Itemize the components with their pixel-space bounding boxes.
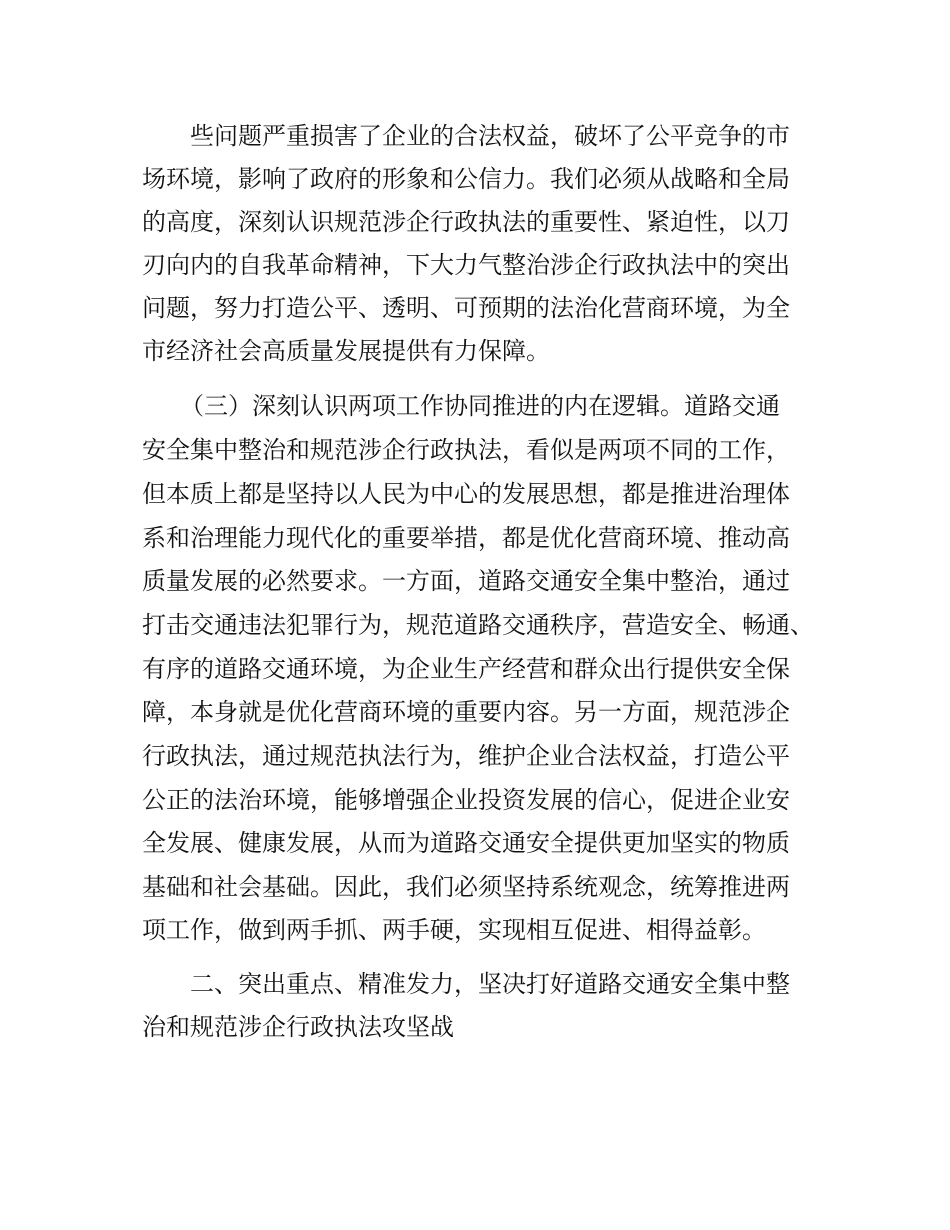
text-line: 有序的道路交通环境，为企业生产经营和群众出行提供安全保 [142,655,790,683]
text-line: 但本质上都是坚持以人民为中心的发展思想，都是推进治理体 [142,480,790,508]
text-line: （三）深刻认识两项工作协同推进的内在逻辑。道路交通 [180,392,780,420]
text-line: 系和治理能力现代化的重要举措，都是优化营商环境、推动高 [142,524,790,552]
text-line: 质量发展的必然要求。一方面，道路交通安全集中整治，通过 [142,567,790,595]
text-line: 全发展、健康发展，从而为道路交通安全提供更加坚实的物质 [142,829,790,857]
text-line: 市经济社会高质量发展提供有力保障。 [142,337,550,365]
text-line: 些问题严重损害了企业的合法权益，破坏了公平竞争的市 [190,122,790,150]
text-line: 项工作，做到两手抓、两手硬，实现相互促进、相得益彰。 [142,916,766,944]
text-line: 治和规范涉企行政执法攻坚战 [142,1013,454,1041]
text-line: 基础和社会基础。因此，我们必须坚持系统观念，统筹推进两 [142,873,790,901]
text-line: 刃向内的自我革命精神，下大力气整治涉企行政执法中的突出 [142,251,790,279]
text-line: 行政执法，通过规范执法行为，维护企业合法权益，打造公平 [142,742,790,770]
text-line: 公正的法治环境，能够增强企业投资发展的信心，促进企业安 [142,786,790,814]
text-line: 打击交通违法犯罪行为，规范道路交通秩序，营造安全、畅通、 [142,611,814,639]
text-line: 二、突出重点、精准发力，坚决打好道路交通安全集中整 [190,970,790,998]
text-line: 障，本身就是优化营商环境的重要内容。另一方面，规范涉企 [142,698,790,726]
text-line: 的高度，深刻认识规范涉企行政执法的重要性、紧迫性，以刀 [142,208,790,236]
text-line: 场环境，影响了政府的形象和公信力。我们必须从战略和全局 [142,165,790,193]
text-line: 问题，努力打造公平、透明、可预期的法治化营商环境，为全 [142,294,790,322]
text-line: 安全集中整治和规范涉企行政执法，看似是两项不同的工作， [142,436,790,464]
